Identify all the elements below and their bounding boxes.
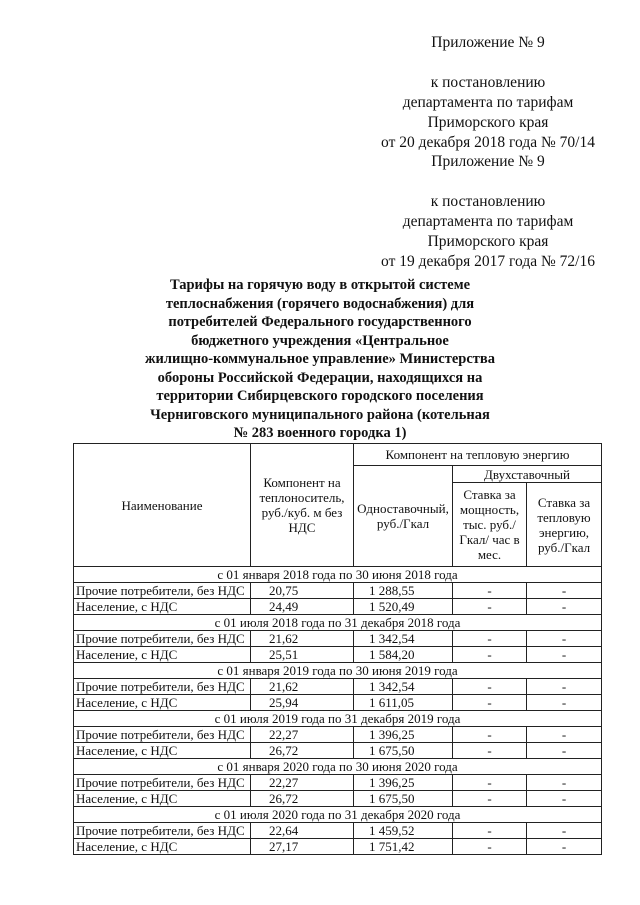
name-cell: Прочие потребители, без НДС [74, 583, 251, 599]
capacity-rate-cell: - [453, 647, 527, 663]
capacity-rate-cell: - [453, 695, 527, 711]
title-line: потребителей Федерального государственного [168, 314, 472, 330]
period-row [74, 711, 602, 727]
appendix-line: Приморского края [427, 233, 549, 250]
table-row [74, 743, 602, 759]
carrier-cell: 21,62 [251, 679, 354, 695]
header-capacity-rate: Ставка за мощность, тыс. руб./Гкал/ час в мес. [453, 483, 527, 567]
capacity-rate-cell: - [453, 775, 527, 791]
name-cell: Население, с НДС [74, 743, 251, 759]
header-single-rate: Одноставочный, руб./Гкал [354, 466, 453, 567]
title-line: теплоснабжения (горячего водоснабжения) для [165, 295, 475, 312]
carrier-cell: 21,62 [251, 631, 354, 647]
header-energy-rate: Ставка за тепловую энергию, руб./Гкал [527, 483, 602, 567]
name-cell: Население, с НДС [74, 647, 251, 663]
energy-rate-cell: - [527, 823, 602, 839]
title-line: обороны Российской Федерации, находящихся на [157, 369, 483, 386]
table-row [74, 647, 602, 663]
table-row [74, 679, 602, 695]
document-title [120, 276, 520, 443]
appendix-line: Приморского края [427, 114, 549, 131]
appendix-block-original [372, 152, 604, 272]
capacity-rate-cell: - [453, 599, 527, 615]
carrier-cell: 25,51 [251, 647, 354, 663]
period-row [74, 567, 602, 583]
single-rate-cell: 1 751,42 [354, 839, 453, 855]
single-rate-cell: 1 288,55 [354, 583, 453, 599]
single-rate-cell: 1 584,20 [354, 647, 453, 663]
appendix-title: Приложение № 9 [431, 34, 545, 51]
table-body [74, 567, 602, 855]
single-rate-cell: 1 611,05 [354, 695, 453, 711]
energy-rate-cell: - [527, 695, 602, 711]
title-line: территории Сибирцевского городского поселения [156, 388, 484, 404]
title-line: Тарифы на горячую воду в открытой системе [169, 277, 471, 293]
table-row [74, 583, 602, 599]
name-cell: Население, с НДС [74, 839, 251, 855]
carrier-cell: 20,75 [251, 583, 354, 599]
appendix-line: департамента по тарифам [402, 94, 574, 111]
capacity-rate-cell: - [453, 823, 527, 839]
energy-rate-cell: - [527, 775, 602, 791]
energy-rate-cell: - [527, 631, 602, 647]
header-name: Наименование [74, 444, 251, 567]
title-line: бюджетного учреждения «Центральное [191, 332, 449, 349]
table-row [74, 775, 602, 791]
capacity-rate-cell: - [453, 727, 527, 743]
energy-rate-cell: - [527, 791, 602, 807]
energy-rate-cell: - [527, 679, 602, 695]
appendix-line: к постановлению [430, 74, 546, 91]
single-rate-cell: 1 675,50 [354, 791, 453, 807]
period-label: с 01 января 2019 года по 30 июня 2019 года [74, 663, 602, 679]
name-cell: Население, с НДС [74, 695, 251, 711]
name-cell: Прочие потребители, без НДС [74, 631, 251, 647]
period-row [74, 807, 602, 823]
carrier-cell: 22,64 [251, 823, 354, 839]
title-line: жилищно-коммунальное управление» Министерства [145, 351, 495, 367]
carrier-cell: 22,27 [251, 727, 354, 743]
header-energy: Компонент на тепловую энергию [354, 444, 602, 466]
name-cell: Население, с НДС [74, 791, 251, 807]
period-label: с 01 января 2018 года по 30 июня 2018 года [74, 567, 602, 583]
period-label: с 01 января 2020 года по 30 июня 2020 года [74, 759, 602, 775]
single-rate-cell: 1 342,54 [354, 631, 453, 647]
name-cell: Прочие потребители, без НДС [74, 823, 251, 839]
appendix-title: Приложение № 9 [431, 153, 545, 170]
appendix-line: от 19 декабря 2017 года № 72/16 [381, 253, 595, 270]
carrier-cell: 27,17 [251, 839, 354, 855]
appendix-line: департамента по тарифам [402, 213, 574, 230]
capacity-rate-cell: - [453, 791, 527, 807]
capacity-rate-cell: - [453, 631, 527, 647]
table-row [74, 695, 602, 711]
capacity-rate-cell: - [453, 583, 527, 599]
appendix-line: к постановлению [430, 193, 546, 210]
energy-rate-cell: - [527, 583, 602, 599]
carrier-cell: 24,49 [251, 599, 354, 615]
table-row [74, 823, 602, 839]
capacity-rate-cell: - [453, 743, 527, 759]
energy-rate-cell: - [527, 727, 602, 743]
table-row [74, 839, 602, 855]
carrier-cell: 25,94 [251, 695, 354, 711]
single-rate-cell: 1 396,25 [354, 727, 453, 743]
carrier-cell: 26,72 [251, 743, 354, 759]
period-label: с 01 июля 2019 года по 31 декабря 2019 года [74, 711, 602, 727]
header-carrier: Компонент на теплоноситель, руб./куб. м без НДС [251, 444, 354, 567]
energy-rate-cell: - [527, 743, 602, 759]
period-label: с 01 июля 2020 года по 31 декабря 2020 года [74, 807, 602, 823]
name-cell: Прочие потребители, без НДС [74, 775, 251, 791]
carrier-cell: 26,72 [251, 791, 354, 807]
carrier-cell: 22,27 [251, 775, 354, 791]
appendix-block-current [372, 33, 604, 153]
single-rate-cell: 1 342,54 [354, 679, 453, 695]
single-rate-cell: 1 520,49 [354, 599, 453, 615]
table-row [74, 631, 602, 647]
table-row [74, 727, 602, 743]
energy-rate-cell: - [527, 599, 602, 615]
single-rate-cell: 1 396,25 [354, 775, 453, 791]
capacity-rate-cell: - [453, 839, 527, 855]
appendix-line: от 20 декабря 2018 года № 70/14 [381, 134, 595, 151]
single-rate-cell: 1 459,52 [354, 823, 453, 839]
period-row [74, 615, 602, 631]
name-cell: Прочие потребители, без НДС [74, 727, 251, 743]
table-row [74, 791, 602, 807]
tariff-table [73, 443, 602, 855]
capacity-rate-cell: - [453, 679, 527, 695]
energy-rate-cell: - [527, 839, 602, 855]
single-rate-cell: 1 675,50 [354, 743, 453, 759]
title-line: № 283 военного городка 1) [233, 425, 407, 441]
period-label: с 01 июля 2018 года по 31 декабря 2018 года [74, 615, 602, 631]
title-line: Черниговского муниципального района (котельная [150, 406, 490, 423]
name-cell: Население, с НДС [74, 599, 251, 615]
header-two-rate: Двухставочный [453, 466, 602, 483]
period-row [74, 759, 602, 775]
energy-rate-cell: - [527, 647, 602, 663]
period-row [74, 663, 602, 679]
name-cell: Прочие потребители, без НДС [74, 679, 251, 695]
table-row [74, 599, 602, 615]
